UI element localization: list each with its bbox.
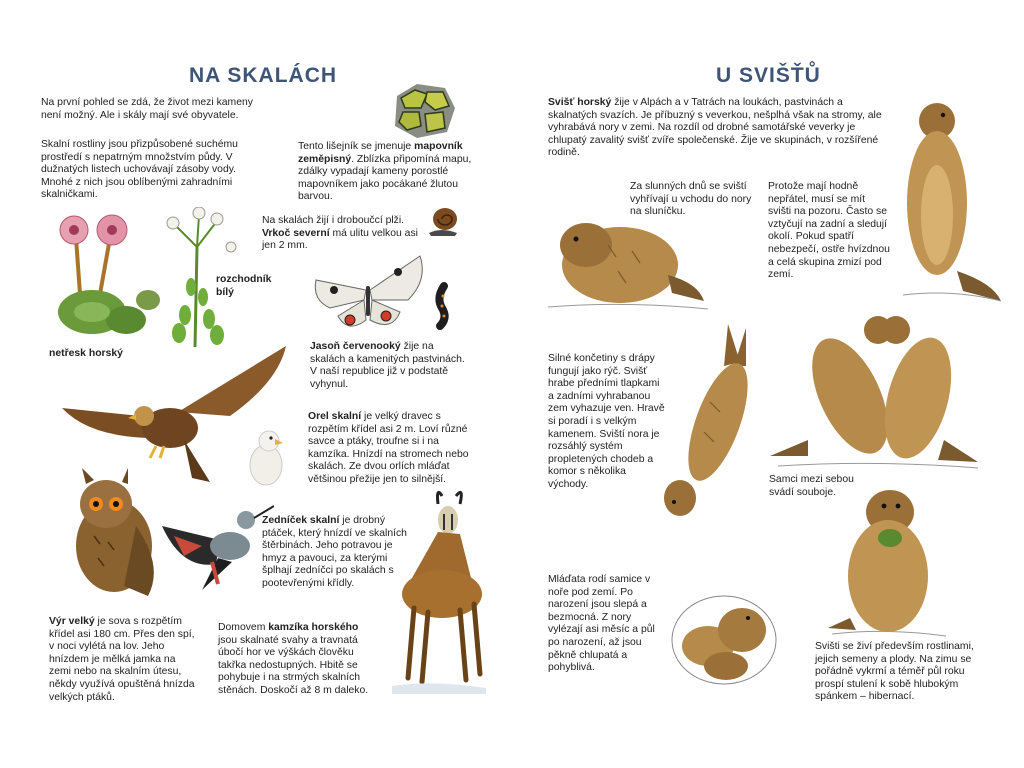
marmot-intro-text (548, 97, 883, 160)
marmot-standing-illustration (893, 95, 1003, 307)
fighting-text: Samci mezi sebou svádí souboje. (769, 474, 854, 498)
eaglet-illustration (245, 427, 287, 489)
caterpillar-illustration (430, 282, 456, 330)
chamois-text-post: jsou skalnaté svahy a travnatá úbočí hor ve výškách člověku takřka nedostupných. Hbitě se pohybuje i na strmých skalních stěnách. Doskočí až 8 m daleko. (218, 634, 369, 696)
chamois-illustration (382, 486, 490, 698)
owl-text-post: je sova s rozpětím křídel asi 180 cm. Přes den spí, v noci vylétá na lov. Jeho hnízdem je mělká jamka na zemi nebo na skalním útesu, někdy využívá opuštěná hnízda velkých ptáků. (49, 616, 195, 703)
wallcreeper-text-post: je drobný ptáček, který hnízdí ve skalních štěrbinách. Jeho potravou je hmyz a pavouci, za kterými šplhají zedníčci po skalách s pootevřenými křídly. (262, 515, 407, 589)
sunbathing-text: Za slunných dnů se sviští vyhřívají u vchodu do nory na sluníčku. (630, 181, 752, 218)
marmot-eating-illustration (826, 478, 948, 640)
lichen-text (298, 141, 488, 204)
lichen-name: mapovník zeměpisný (298, 141, 463, 165)
label-netresk: netřesk horský (49, 348, 123, 359)
butterfly-text-post: žije na skalách a kamenitých pastvinách. V naší republice již v podstatě vyhynul. (310, 341, 465, 390)
apollo-butterfly-illustration (308, 250, 428, 334)
owl-illustration (64, 466, 168, 600)
houseleek-illustration (52, 208, 164, 340)
right-page-title: U SVIŠŤŮ (716, 64, 821, 87)
snail-text-post: má ulitu velkou asi jen 2 mm. (262, 227, 418, 252)
label-rozchodnik: rozchodník bílý (216, 274, 272, 298)
snail-illustration (425, 205, 461, 239)
lichen-text-pre: Tento lišejník se jmenuje (298, 141, 415, 152)
wallcreeper-illustration (162, 500, 274, 592)
marmot-sunbathing-illustration (548, 205, 708, 313)
watching-text: Protože mají hodně nepřátel, musí se mít svišti na pozoru. Často se vztyčují na zadní a sledují okolí. Pokud spatří nebezpečí, ostře hvízdnou a celá skupina zmizí pod zemí. (768, 181, 890, 281)
eagle-text-post: je velký dravec s rozpětím křídel asi 2 m. Loví různé savce a ptáky, troufne si i na kamzíka. Hnízdí na stromech nebo skalách. Ze dvou orlích mláďat většinou přežije jen to silnější. (308, 411, 469, 485)
eagle-text (308, 411, 483, 487)
lichen-text-post: . Zblízka připomíná mapu, zdálky vypadají kameny porostlé mapovníkem jako pocákané žlutou barvou. (298, 153, 472, 203)
owl-text (49, 616, 195, 704)
snail-text (262, 215, 432, 253)
left-intro-text: Na první pohled se zdá, že život mezi kameny není možný. Ale i skály mají své obyvatele. (41, 97, 253, 121)
butterfly-text (310, 341, 468, 391)
chamois-text-pre: Domovem (218, 622, 269, 633)
left-page-title: NA SKALÁCH (189, 64, 338, 87)
butterfly-name: Jasoň červenooký (310, 341, 401, 352)
marmot-young-illustration (668, 590, 780, 686)
food-text: Svišti se živí především rostlinami, jejich semeny a plody. Na zimu se pořádně vykrmí a téměř půl roku prospí stulení k sobě hlubokým spánkem – hibernací. (815, 641, 974, 703)
stonecrop-illustration (155, 207, 241, 349)
wallcreeper-name: Zedníček skalní (262, 515, 340, 526)
owl-name: Výr velký (49, 616, 95, 627)
marmot-intro-post: žije v Alpách a v Tatrách na loukách, pastvinách a skalnatých svazích. Je příbuzný s veverkou, nešplhá však na stromy, ale vyhrabává nory v zemi. Na rozdíl od drobné samotářské veverky je chlupatý zavalitý svišť zvíře společenské. Žije ve skupinách, v rozšířené rodině. (548, 97, 882, 159)
digging-text: Silné končetiny s drápy fungují jako rýč. Svišť hrabe předními tlapkami a zadními vyhrabanou zem vyhazuje ven. Hravě si poradí i s velkým kamenem. Sviští nora je rozsáhlý systém propletených chodeb a komor s několika východy. (548, 353, 665, 490)
rock-plants-text: Skalní rostliny jsou přizpůsobené suchému prostředí s nepatrným množstvím půdy. V dužnatých listech uchovávají zásoby vody. Mnohé z nich jsou oblíbenými zahradními skalničkami. (41, 139, 238, 201)
eagle-name: Orel skalní (308, 411, 362, 422)
marmot-name: Svišť horský (548, 97, 612, 108)
marmots-fighting-illustration (768, 310, 980, 472)
young-text: Mláďata rodí samice v noře pod zemí. Po narození jsou slepá a bezmocná. Z nory vylézají asi měsíc a půl po narození, až jsou pěkně chlupatá a pohyblivá. (548, 574, 655, 674)
marmot-digging-illustration (650, 322, 758, 530)
lichen-illustration (387, 78, 459, 142)
chamois-name: kamzíka horského (268, 622, 359, 633)
snail-text-pre: Na skalách žijí i droboučcí plži. (262, 215, 405, 226)
snail-name: Vrkoč severní (262, 227, 330, 239)
chamois-text (218, 622, 380, 698)
